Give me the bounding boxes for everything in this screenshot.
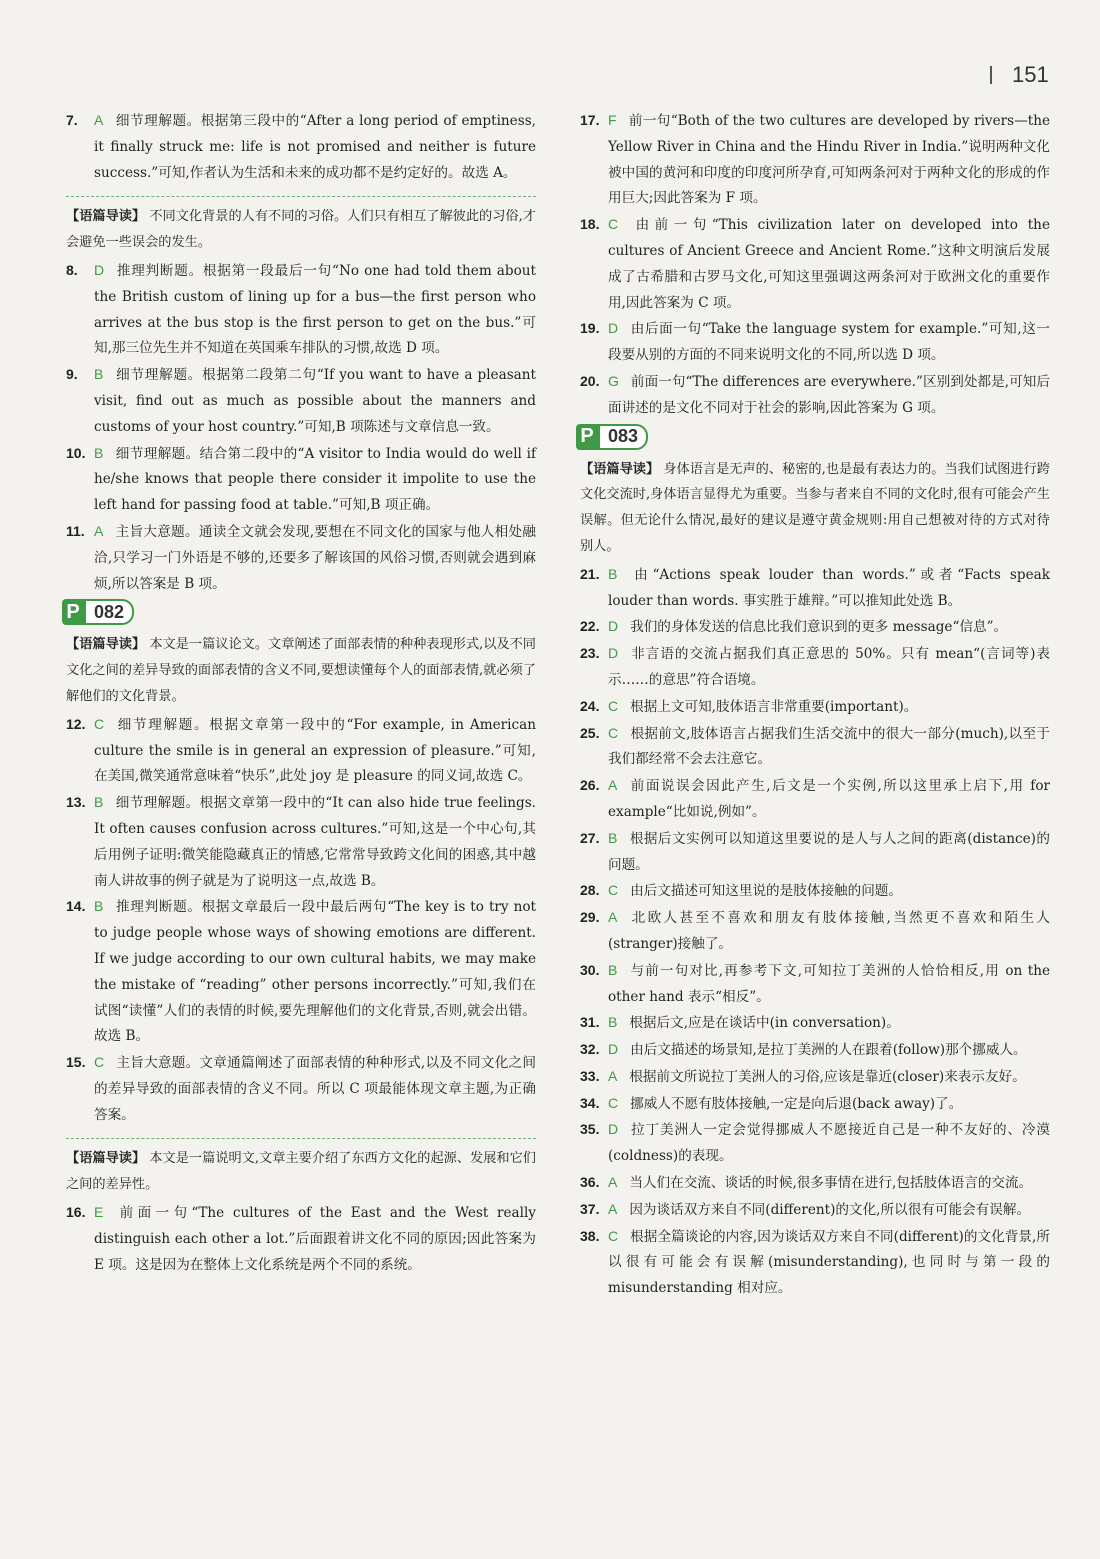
- answer-item-37: 37. A 因为谈话双方来自不同(different)的文化,所以很有可能会有误解。: [580, 1200, 1031, 1218]
- answer-item-31: 31. B 根据后文,应是在谈话中(in conversation)。: [580, 1014, 900, 1032]
- answer-item-23: 23. D 非言语的交流占据我们真正意思的 50%。只有 mean“(言词等)表示……的意思”符合语境。: [580, 645, 1050, 688]
- page-number: 151: [1012, 62, 1049, 87]
- answer-item-27: 27. B 根据后文实例可以知道这里要说的是人与人之间的距离(distance)的问题。: [580, 829, 1050, 873]
- answer-item-29: 29. A 北欧人甚至不喜欢和朋友有肢体接触,当然更不喜欢和陌生人(stranger)接触了。: [580, 909, 1050, 952]
- section-divider: [66, 1138, 536, 1139]
- answer-item-7: 7. A 细节理解题。根据第三段中的“After a long period of emptiness, it finally struck me: life is not promised and neither is future success.”可知,作者认为生活和未来的成功都不是约定好的。故选 A。: [66, 112, 536, 181]
- answer-item-19: 19. D 由后面一句“Take the language system for example.”可知,这一段要从别的方面的不同来说明文化的不同,所以选 D 项。: [580, 320, 1050, 364]
- answer-item-15: 15. C 主旨大意题。文章通篇阐述了面部表情的种种形式,以及不同文化之间的差异导致的面部表情的含义不同。所以 C 项最能体现文章主题,为正确答案。: [66, 1054, 536, 1123]
- right-column: [580, 108, 1050, 1302]
- reading-guide: 【语篇导读】 本文是一篇议论文。文章阐述了面部表情的种种表现形式,以及不同文化之间的差异导致的面部表情的含义不同,要想读懂每个人的面部表情,就必须了解他们的文化背景。: [66, 636, 536, 704]
- answer-item-32: 32. D 由后文描述的场景知,是拉丁美洲的人在跟着(follow)那个挪威人。: [580, 1041, 1027, 1059]
- answer-item-11: 11. A 主旨大意题。通读全文就会发现,要想在不同文化的国家与他人相处融洽,只学习一门外语是不够的,还要多了解该国的风俗习惯,否则就会遇到麻烦,所以答案是 B 项。: [66, 522, 536, 592]
- answer-item-17: 17. F 前一句“Both of the two cultures are developed by rivers—the Yellow River in China and the Hindu River in India.”说明两种文化被中国的黄河和印度的印度河所孕育,可知两条河对于两种文化的形成的作用巨大;因此答案为 F 项。: [580, 112, 1050, 207]
- answer-item-28: 28. C 由后文描述可知这里说的是肢体接触的问题。: [580, 882, 902, 900]
- section-badge: P 082: [62, 599, 134, 625]
- answer-item-38: 38. C 根据全篇谈论的内容,因为谈话双方来自不同(different)的文化背景,所以很有可能会有误解(misunderstanding),也同时与第一段的 misunderstanding 相对应。: [580, 1227, 1050, 1297]
- answer-item-14: 14. B 推理判断题。根据文章最后一段中最后两句“The key is to try not to judge people whose ways of showing emotions are different. If we judge according to our own cultural habits, we may make the mistake of “reading” other persons incorrectly.”可知,我们在试图“读懂”人们的表情的时候,要先理解他们的文化背景,否则,就会出错。故选 B。: [66, 898, 536, 1045]
- answer-item-16: 16. E 前面一句“The cultures of the East and the West really distinguish each other a lot.”后面跟着讲文化不同的原因;因此答案为 E 项。这是因为在整体上文化系统是两个不同的系统。: [66, 1204, 536, 1273]
- answer-item-24: 24. C 根据上文可知,肢体语言非常重要(important)。: [580, 697, 918, 715]
- reading-guide: 【语篇导读】 不同文化背景的人有不同的习俗。人们只有相互了解彼此的习俗,才会避免一些误会的发生。: [66, 208, 536, 251]
- answer-item-36: 36. A 当人们在交流、谈话的时候,很多事情在进行,包括肢体语言的交流。: [580, 1174, 1033, 1192]
- answer-item-12: 12. C 细节理解题。根据文章第一段中的“For example, in American culture the smile is in general an expression of pleasure.”可知,在美国,微笑通常意味着“快乐”,此处 joy 是 pleasure 的同义词,故选 C。: [66, 715, 536, 785]
- answer-item-25: 25. C 根据前文,肢体语言占据我们生活交流中的很大一部分(much),以至于我们都经常不会去注意它。: [580, 724, 1050, 768]
- answer-item-13: 13. B 细节理解题。根据文章第一段中的“It can also hide true feelings. It often causes confusion across cultures.”可知,这是一个中心句,其后用例子证明:微笑能隐藏真正的情感,它常常导致跨文化间的困惑,其中越南人讲故事的例子就是为了说明这一点,故选 B。: [66, 794, 536, 889]
- answer-item-22: 22. D 我们的身体发送的信息比我们意识到的更多 message“信息”。: [580, 618, 1008, 636]
- page-number-divider: [990, 66, 992, 84]
- answer-item-35: 35. D 拉丁美洲人一定会觉得挪威人不愿接近自己是一种不友好的、冷漠(coldness)的表现。: [580, 1121, 1050, 1165]
- section-badge: P 083: [576, 424, 648, 450]
- section-divider: [66, 196, 536, 197]
- answer-item-20: 20. G 前面一句“The differences are everywhere.”区别到处都是,可知后面讲述的是文化不同对于社会的影响,因此答案为 G 项。: [580, 372, 1050, 416]
- answer-item-30: 30. B 与前一句对比,再参考下文,可知拉丁美洲的人恰恰相反,用 on the other hand 表示“相反”。: [580, 961, 1050, 1005]
- answer-item-26: 26. A 前面说误会因此产生,后文是一个实例,所以这里承上启下,用 for example“比如说,例如”。: [580, 777, 1050, 820]
- reading-guide: 【语篇导读】 身体语言是无声的、秘密的,也是最有表达力的。当我们试图进行跨文化交流时,身体语言显得尤为重要。当参与者来自不同的文化时,很有可能会产生误解。但无论什么情况,最好的建议是遵守黄金规则:用自己想被对待的方式对待别人。: [580, 460, 1050, 554]
- answer-item-33: 33. A 根据前文所说拉丁美洲人的习俗,应该是靠近(closer)来表示友好。: [580, 1067, 1026, 1085]
- answer-item-8: 8. D 推理判断题。根据第一段最后一句“No one had told them about the British custom of lining up for a bus—the first person who arrives at the bus stop is the first person to get on the bus.”可知,那三位先生并不知道在英国乘车排队的习惯,故选 D 项。: [66, 261, 536, 357]
- answer-item-21: 21. B 由“Actions speak louder than words.”或者“Facts speak louder than words. 事实胜于雄辩。”可以推知此处选 B。: [580, 565, 1050, 609]
- answer-item-18: 18. C 由前一句“This civilization later on developed into the cultures of Ancient Greece and Ancient Rome.”这种文明演后发展成了古希腊和古罗马文化,可知这里强调这两条河对于欧洲文化的重要作用,因此答案为 C 项。: [580, 216, 1050, 311]
- answer-item-10: 10. B 细节理解题。结合第二段中的“A visitor to India would do well if he/she knows that people there consider it impolite to use the left hand for passing food at table.”可知,B 项正确。: [66, 444, 536, 514]
- reading-guide: 【语篇导读】 本文是一篇说明文,文章主要介绍了东西方文化的起源、发展和它们之间的差异性。: [66, 1150, 536, 1193]
- left-column: [66, 108, 536, 1278]
- answer-item-34: 34. C 挪威人不愿有肢体接触,一定是向后退(back away)了。: [580, 1094, 963, 1112]
- answer-item-9: 9. B 细节理解题。根据第二段第二句“If you want to have a pleasant visit, find out as much as possible about the manners and customs of your host country.”可知,B 项陈述与文章信息一致。: [66, 366, 536, 435]
